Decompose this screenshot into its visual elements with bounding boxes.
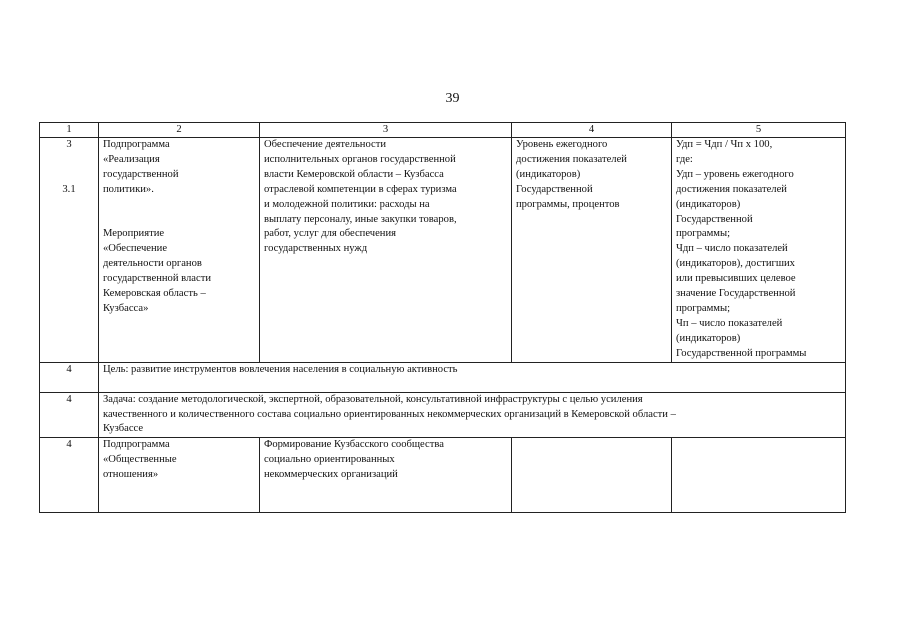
- row-number-cell: 4: [40, 362, 99, 392]
- description-cell: Обеспечение деятельности исполнительных органов государственной власти Кемеровской области – Кузбасса отраслевой компетенции в сферах туризма и молодежной политики: расходы на выплату персоналу, иные закупки товаров, работ, услуг для обеспечения государственных нужд: [260, 138, 512, 363]
- table-row: [40, 438, 846, 513]
- column-number-5: 5: [672, 123, 846, 138]
- table-row: [40, 362, 846, 392]
- indicator-cell: [512, 438, 672, 513]
- row-number-cell: [40, 138, 99, 363]
- column-number-4: 4: [512, 123, 672, 138]
- row-number-sub: 3.1: [62, 183, 76, 195]
- table-row: [40, 392, 846, 438]
- goal-cell: Цель: развитие инструментов вовлечения населения в социальную активность: [99, 362, 846, 392]
- page-number: 39: [445, 91, 460, 106]
- formula-cell: Удп = Чдп / Чп х 100, где: Удп – уровень ежегодного достижения показателей (индикаторов) Государственной программы; Чдп – число показателей (индикаторов), достигших или превысивших целевое значение Государственной программы; Чп – число показателей (индикаторов) Государственной программы: [672, 138, 846, 363]
- column-number-1: 1: [40, 123, 99, 138]
- subprogram-cell: Подпрограмма «Общественные отношения»: [99, 438, 260, 513]
- subprogram-cell: [99, 138, 260, 363]
- measure-name: Мероприятие «Обеспечение деятельности органов государственной власти Кемеровская область – Кузбасса»: [103, 228, 212, 314]
- row-number: 3: [66, 139, 72, 150]
- subprogram-name: Подпрограмма «Реализация государственной политики».: [103, 139, 179, 195]
- task-cell: Задача: создание методологической, экспертной, образовательной, консультативной инфраструктуры с целью усиления качественного и количественного состава социально ориентированных некоммерческих организаций в Кемеровской области – Кузбассе: [99, 392, 846, 438]
- table-row: [40, 138, 846, 363]
- row-number-cell: 4: [40, 392, 99, 438]
- column-number-2: 2: [99, 123, 260, 138]
- indicators-table: [39, 122, 846, 513]
- row-number-cell: 4: [40, 438, 99, 513]
- indicator-cell: Уровень ежегодного достижения показателей (индикаторов) Государственной программы, процентов: [512, 138, 672, 363]
- table-header-row: [40, 123, 846, 138]
- column-number-3: 3: [260, 123, 512, 138]
- formula-cell: [672, 438, 846, 513]
- description-cell: Формирование Кузбасского сообщества социально ориентированных некоммерческих организаций: [260, 438, 512, 513]
